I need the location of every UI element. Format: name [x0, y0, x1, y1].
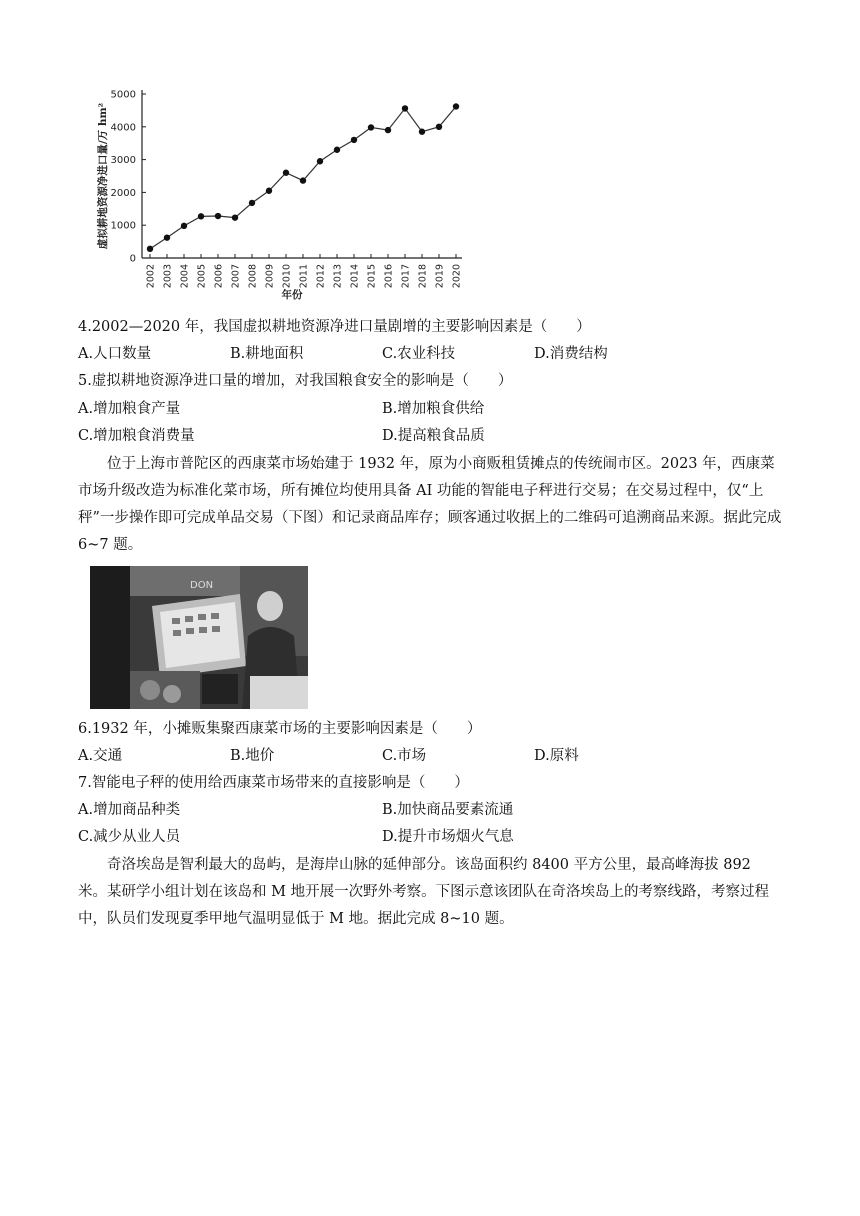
- question-6-stem: 6.1932 年，小摊贩集聚西康菜市场的主要影响因素是（ ）: [78, 721, 482, 737]
- line-chart: [92, 84, 472, 304]
- y-tick-label: 5000: [110, 89, 136, 101]
- x-tick-label: 2011: [298, 264, 310, 289]
- data-point: [215, 213, 221, 219]
- x-tick-label: 2005: [196, 264, 208, 289]
- x-tick-label: 2009: [264, 264, 276, 289]
- x-tick-label: 2006: [213, 264, 225, 289]
- x-tick-label: 2017: [400, 264, 412, 289]
- x-tick-label: 2013: [332, 264, 344, 289]
- x-tick-label: 2012: [315, 264, 327, 289]
- q7-option-b: B.加快商品要素流通: [382, 802, 514, 818]
- q7-option-c: C.减少从业人员: [78, 829, 181, 845]
- data-point: [181, 223, 187, 229]
- data-point: [436, 124, 442, 130]
- y-tick-label: 1000: [110, 220, 136, 232]
- q6-option-c: C.市场: [382, 748, 427, 764]
- data-point: [164, 234, 170, 240]
- data-point: [317, 158, 323, 164]
- x-tick-label: 2003: [162, 264, 174, 289]
- y-tick-label: 3000: [110, 155, 136, 167]
- smart-scale-photo-illustration: [90, 566, 308, 709]
- question-5-stem: 5.虚拟耕地资源净进口量的增加，对我国粮食安全的影响是（ ）: [78, 373, 513, 389]
- q4-option-d: D.消费结构: [534, 346, 608, 362]
- x-tick-label: 2004: [179, 264, 191, 289]
- data-point: [385, 127, 391, 133]
- y-tick-label: 0: [129, 253, 136, 265]
- data-point: [351, 137, 357, 143]
- y-tick-label: 4000: [110, 122, 136, 134]
- x-tick-label: 2016: [383, 264, 395, 289]
- passage-xikang-text: 位于上海市普陀区的西康菜市场始建于 1932 年，原为小商贩租赁摊点的传统闹市区。2023 年，西康菜市场升级改造为标准化菜市场，所有摊位均使用具备 AI 功能的智能电子秤进行交易；在交易过程中，仅“上秤”一步操作即可完成单品交易（下图）和记录商品库存；顾客通过收据上的二维码可追溯商品来源。据此完成 6~7 题。: [78, 456, 782, 553]
- data-point: [368, 124, 374, 130]
- x-tick-label: 2002: [145, 264, 157, 289]
- x-tick-label: 2020: [451, 264, 463, 289]
- passage-chiloe-text: 奇洛埃岛是智利最大的岛屿，是海岸山脉的延伸部分。该岛面积约 8400 平方公里，最高峰海拔 892 米。某研学小组计划在该岛和 M 地开展一次野外考察。下图示意该团队在奇洛埃岛上的考察线路，考察过程中，队员们发现夏季甲地气温明显低于 M 地。据此完成 8~10 题。: [78, 857, 770, 927]
- question-4-stem: 4.2002—2020 年，我国虚拟耕地资源净进口量剧增的主要影响因素是（ ）: [78, 319, 591, 335]
- y-tick-label: 2000: [110, 187, 136, 199]
- q5-option-d: D.提高粮食品质: [382, 428, 485, 444]
- passage-chiloe-island: [78, 852, 783, 933]
- data-point: [198, 213, 204, 219]
- q6-option-b: B.地价: [230, 748, 275, 764]
- data-point: [453, 103, 459, 109]
- data-point: [283, 170, 289, 176]
- q6-option-d: D.原料: [534, 748, 579, 764]
- x-tick-label: 2015: [366, 264, 378, 289]
- q4-option-a: A.人口数量: [78, 346, 152, 362]
- q6-option-a: A.交通: [78, 748, 123, 764]
- smart-scale-photo: [90, 566, 308, 709]
- data-point: [300, 177, 306, 183]
- x-tick-label: 2018: [417, 264, 429, 289]
- question-7-stem: 7.智能电子秤的使用给西康菜市场带来的直接影响是（ ）: [78, 775, 469, 791]
- svg-text:DON: DON: [190, 580, 214, 591]
- q5-option-c: C.增加粮食消费量: [78, 428, 195, 444]
- x-tick-label: 2019: [434, 264, 446, 289]
- x-tick-label: 2007: [230, 264, 242, 289]
- data-point: [232, 214, 238, 220]
- data-point: [334, 147, 340, 153]
- x-tick-label: 2010: [281, 264, 293, 289]
- data-point: [266, 188, 272, 194]
- data-point: [402, 105, 408, 111]
- x-tick-label: 2014: [349, 264, 361, 289]
- data-point: [249, 200, 255, 206]
- passage-xikang-market: [78, 451, 783, 559]
- data-point: [147, 246, 153, 252]
- q5-option-a: A.增加粮食产量: [78, 401, 181, 417]
- q5-option-b: B.增加粮食供给: [382, 401, 485, 417]
- q7-option-d: D.提升市场烟火气息: [382, 829, 514, 845]
- q7-option-a: A.增加商品种类: [78, 802, 181, 818]
- q4-option-c: C.农业科技: [382, 346, 456, 362]
- data-point: [419, 129, 425, 135]
- y-axis-label: 虚拟耕地资源净进口量/万 hm²: [97, 102, 109, 250]
- x-axis-label: 年份: [281, 289, 303, 301]
- x-tick-label: 2008: [247, 264, 259, 289]
- q4-option-b: B.耕地面积: [230, 346, 304, 362]
